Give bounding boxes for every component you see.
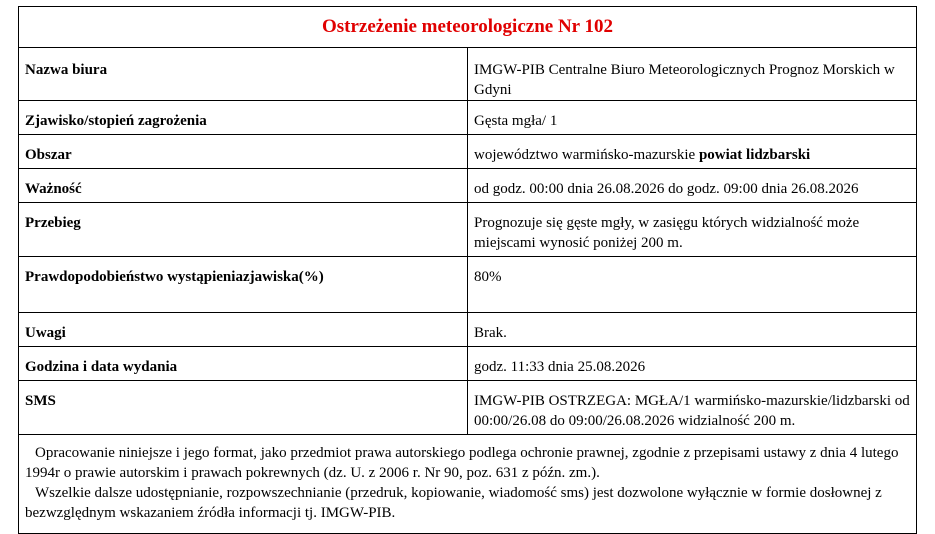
area-voivodeship: województwo warmińsko-mazurskie xyxy=(474,147,699,163)
validity-label: Ważność xyxy=(19,169,468,203)
validity-value: od godz. 00:00 dnia 26.08.2026 do godz. 09:00 dnia 26.08.2026 xyxy=(468,169,917,203)
copyright-paragraph-2: Wszelkie dalsze udostępnianie, rozpowszechnianie (przedruk, kopiowanie, wiadomość sms) jest dozwolone wyłącznie w formie dosłownej z bezwzględnym wskazaniem źródła informacji tj. IMGW-PIB. xyxy=(25,485,882,521)
row-office-name xyxy=(19,48,917,101)
row-probability xyxy=(19,257,917,313)
title-row xyxy=(19,7,917,48)
row-remarks xyxy=(19,313,917,347)
copyright-paragraph-1: Opracowanie niniejsze i jego format, jako przedmiot prawa autorskiego podlega ochronie prawnej, zgodnie z przepisami ustawy z dnia 4 lutego 1994r o prawie autorskim i prawach pokrewnych (dz. U. z 2006 r. Nr 90, poz. 631 z późn. zm.). xyxy=(25,445,899,481)
row-validity xyxy=(19,169,917,203)
sms-value: IMGW-PIB OSTRZEGA: MGŁA/1 warmińsko-mazurskie/lidzbarski od 00:00/26.08 do 09:00/26.08.2026 widzialność 200 m. xyxy=(468,381,917,435)
row-phenomenon xyxy=(19,101,917,135)
phenomenon-label: Zjawisko/stopień zagrożenia xyxy=(19,101,468,135)
office-name-label: Nazwa biura xyxy=(19,48,468,101)
warning-title: Ostrzeżenie meteorologiczne Nr 102 xyxy=(19,7,917,48)
area-label: Obszar xyxy=(19,135,468,169)
area-county: powiat lidzbarski xyxy=(698,147,811,163)
sms-label: SMS xyxy=(19,381,468,435)
warning-document xyxy=(18,6,917,534)
warning-table xyxy=(18,6,917,534)
area-value xyxy=(468,135,917,169)
row-issue-time xyxy=(19,347,917,381)
remarks-label: Uwagi xyxy=(19,313,468,347)
course-value: Prognozuje się gęste mgły, w zasięgu których widzialność może miejscami wynosić poniżej 200 m. xyxy=(468,203,917,257)
course-label: Przebieg xyxy=(19,203,468,257)
phenomenon-value: Gęsta mgła/ 1 xyxy=(468,101,917,135)
issue-time-label: Godzina i data wydania xyxy=(19,347,468,381)
issue-time-value: godz. 11:33 dnia 25.08.2026 xyxy=(468,347,917,381)
row-course xyxy=(19,203,917,257)
office-name-value: IMGW-PIB Centralne Biuro Meteorologicznych Prognoz Morskich w Gdyni xyxy=(468,48,917,101)
probability-label: Prawdopodobieństwo wystąpieniazjawiska(%) xyxy=(19,257,468,313)
row-sms xyxy=(19,381,917,435)
row-area xyxy=(19,135,917,169)
probability-value: 80% xyxy=(468,257,917,313)
remarks-value: Brak. xyxy=(468,313,917,347)
